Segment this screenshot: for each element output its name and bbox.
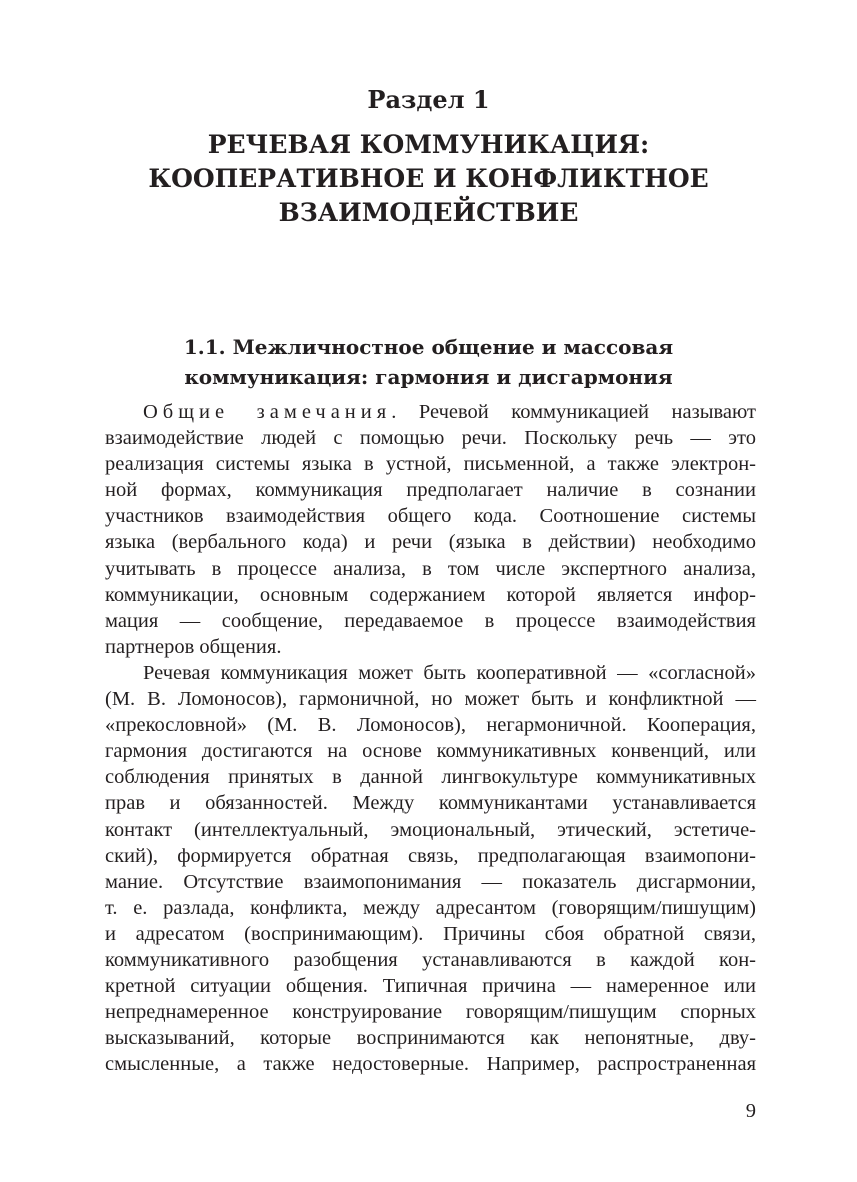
- chapter-title-line: ВЗАИМОДЕЙСТВИЕ: [278, 198, 579, 227]
- paragraph-2-line: т. е. разлада, конфликта, между адресантом (говорящим/пишущим): [105, 896, 756, 919]
- paragraph-2-line: (М. В. Ломоносов), гармоничной, но может быть и конфликтной —: [105, 688, 756, 711]
- paragraph-1-line: ной формах, коммуникация предполагает наличие в сознании: [105, 479, 756, 502]
- paragraph-2-line: и адресатом (воспринимающим). Причины сбоя обратной связи,: [105, 922, 756, 945]
- paragraph-2-line: контакт (интеллектуальный, эмоциональный, этический, эстетиче-: [105, 818, 756, 841]
- paragraph-2-line: смысленные, а также недостоверные. Например, распространенная: [105, 1053, 756, 1076]
- paragraph-1-line: взаимодействие людей с помощью речи. Поскольку речь — это: [105, 427, 756, 450]
- paragraph-2-line: мание. Отсутствие взаимопонимания — показатель дисгармонии,: [105, 870, 756, 893]
- paragraph-2-line: Речевая коммуникация может быть кооперативной — «согласной»: [143, 661, 756, 684]
- paragraph-2-line: коммуникативного разобщения устанавливаются в каждой кон-: [105, 948, 756, 971]
- paragraph-2-line: гармония достигаются на основе коммуникативных конвенций, или: [105, 740, 756, 763]
- paragraph-1-line: партнеров общения.: [105, 635, 282, 658]
- lead-in-spaced: Общие замечания: [143, 401, 392, 423]
- paragraph-2-line: «прекословной» (М. В. Ломоносов), негармоничной. Кооперация,: [105, 714, 756, 737]
- paragraph-1-line: коммуникации, основным содержанием которой является инфор-: [105, 583, 756, 606]
- chapter-title-line: РЕЧЕВАЯ КОММУНИКАЦИЯ:: [207, 130, 650, 159]
- paragraph-2-line: прав и обязанностей. Между коммуникантами устанавливается: [105, 792, 756, 815]
- subsection-title-line: 1.1. Межличностное общение и массовая: [183, 335, 674, 359]
- paragraph-1-line: реализация системы языка в устной, письменной, а также электрон-: [105, 453, 756, 476]
- page-number: 9: [745, 1100, 756, 1122]
- body-text: [105, 399, 756, 1077]
- chapter-title-line: КООПЕРАТИВНОЕ И КОНФЛИКТНОЕ: [148, 164, 709, 193]
- paragraph-1-line: языка (вербального кода) и речи (языка в действии) необходимо: [105, 531, 756, 554]
- paragraph-2-line: кретной ситуации общения. Типичная причина — намеренное или: [105, 975, 756, 998]
- paragraph-1-line: [105, 399, 756, 425]
- subsection-title: [100, 332, 757, 392]
- line-text: . Речевой коммуникацией называют: [391, 401, 756, 423]
- paragraph-1-line: мация — сообщение, передаваемое в процессе взаимодействия: [105, 609, 756, 632]
- paragraph-2-line: непреднамеренное конструирование говорящим/пишущим спорных: [105, 1001, 756, 1024]
- subsection-title-line: коммуникация: гармония и дисгармония: [184, 365, 673, 389]
- paragraph-1-line: участников взаимодействия общего кода. Соотношение системы: [105, 505, 756, 528]
- paragraph-2-line: ский), формируется обратная связь, предполагающая взаимопони-: [105, 844, 756, 867]
- paragraph-2-line: высказываний, которые воспринимаются как непонятные, дву-: [105, 1027, 756, 1050]
- section-heading: Раздел 1: [367, 85, 490, 114]
- chapter-title: [100, 128, 757, 230]
- paragraph-1-line: учитывать в процессе анализа, в том числе экспертного анализа,: [105, 557, 756, 580]
- paragraph-2-line: соблюдения принятых в данной лингвокультуре коммуникативных: [105, 766, 756, 789]
